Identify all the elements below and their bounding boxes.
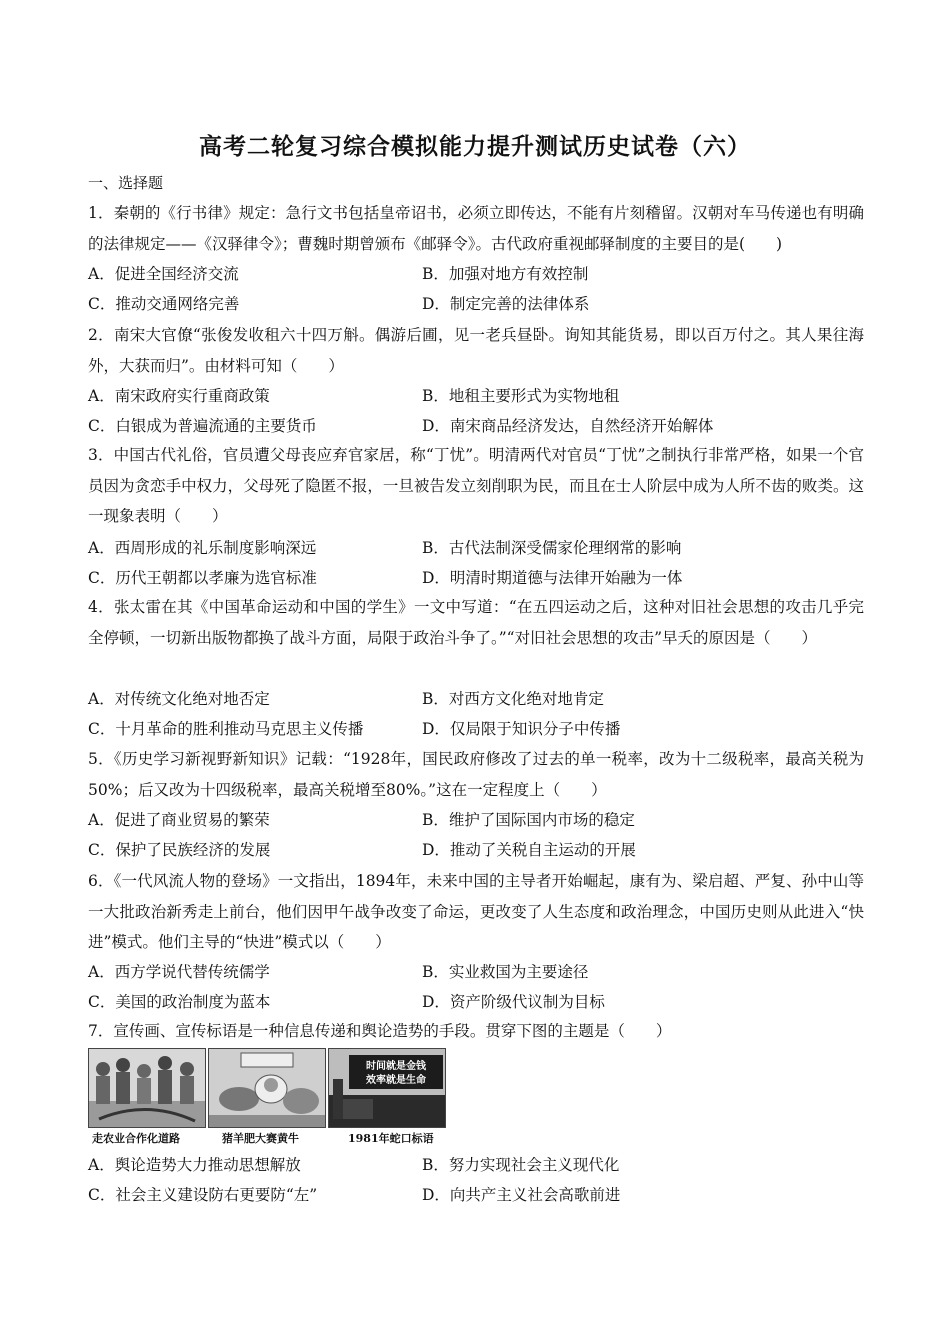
- slogan-billboard-image: [328, 1048, 446, 1128]
- poster-figure: [88, 1048, 448, 1144]
- option-c[interactable]: C．美国的政治制度为蓝本: [88, 993, 271, 1011]
- option-a[interactable]: A．舆论造势大力推动思想解放: [88, 1156, 301, 1174]
- svg-text:效率就是生命: 效率就是生命: [366, 1075, 426, 1086]
- option-c[interactable]: C．保护了民族经济的发展: [88, 841, 271, 859]
- option-a[interactable]: A．西方学说代替传统儒学: [88, 963, 270, 981]
- option-b[interactable]: B．古代法制深受儒家伦理纲常的影响: [422, 539, 682, 557]
- option-b[interactable]: B．实业救国为主要途径: [422, 963, 589, 981]
- option-a[interactable]: A．促进全国经济交流: [88, 265, 239, 283]
- option-a[interactable]: A．促进了商业贸易的繁荣: [88, 811, 270, 829]
- option-c[interactable]: C．白银成为普遍流通的主要货币: [88, 417, 317, 435]
- option-c[interactable]: C．推动交通网络完善: [88, 295, 240, 313]
- option-a[interactable]: A．南宋政府实行重商政策: [88, 387, 270, 405]
- section-heading: 一、选择题: [88, 174, 164, 192]
- question-stem: 2．南宋大官僚“张俊发收租六十四万斛。偶游后圃，见一老兵昼卧。询知其能货易，即以百万付之。其人果往海外，大获而归”。由材料可知（ ）: [88, 326, 864, 375]
- option-d[interactable]: D．南宋商品经济发达，自然经济开始解体: [422, 417, 714, 435]
- farmers-poster-image: [88, 1048, 206, 1128]
- option-d[interactable]: D．向共产主义社会高歌前进: [422, 1186, 621, 1204]
- question-stem: 3．中国古代礼俗，官员遭父母丧应弃官家居，称“丁忧”。明清两代对官员“丁忧”之制执行非常严格，如果一个官员因为贪恋手中权力，父母死了隐匿不报，一旦被告发立刻削职为民，而且在士人阶层中成为人所不齿的败类。这一现象表明（ ）: [88, 446, 864, 525]
- option-d[interactable]: D．资产阶级代议制为目标: [422, 993, 605, 1011]
- picture-caption: 1981年蛇口标语: [348, 1132, 434, 1145]
- picture-caption: 猪羊肥大赛黄牛: [222, 1132, 299, 1145]
- option-b[interactable]: B．维护了国际国内市场的稳定: [422, 811, 635, 829]
- option-b[interactable]: B．地租主要形式为实物地租: [422, 387, 620, 405]
- question-stem: 4．张太雷在其《中国革命运动和中国的学生》一文中写道：“在五四运动之后，这种对旧社会思想的攻击几乎完全停顿，一切新出版物都换了战斗方面，局限于政治斗争了。”“对旧社会思想的攻击”早夭的原因是（ ）: [88, 598, 864, 647]
- page-title: 高考二轮复习综合模拟能力提升测试历史试卷（六）: [199, 133, 751, 160]
- question-stem: 7．宣传画、宣传标语是一种信息传递和舆论造势的手段。贯穿下图的主题是（ ）: [88, 1022, 672, 1040]
- option-d[interactable]: D．明清时期道德与法律开始融为一体: [422, 569, 683, 587]
- option-c[interactable]: C．历代王朝都以孝廉为选官标准: [88, 569, 317, 587]
- option-c[interactable]: C．十月革命的胜利推动马克思主义传播: [88, 720, 364, 738]
- livestock-poster-image: [208, 1048, 326, 1128]
- option-d[interactable]: D．推动了关税自主运动的开展: [422, 841, 636, 859]
- option-d[interactable]: D．仅局限于知识分子中传播: [422, 720, 621, 738]
- svg-text:时间就是金钱: 时间就是金钱: [366, 1061, 426, 1072]
- option-b[interactable]: B．努力实现社会主义现代化: [422, 1156, 620, 1174]
- option-b[interactable]: B．对西方文化绝对地肯定: [422, 690, 604, 708]
- option-c[interactable]: C．社会主义建设防右更要防“左”: [88, 1186, 318, 1204]
- option-d[interactable]: D．制定完善的法律体系: [422, 295, 590, 313]
- question-stem: 6．《一代风流人物的登场》一文指出，1894年，未来中国的主导者开始崛起，康有为、梁启超、严复、孙中山等一大批政治新秀走上前台，他们因甲午战争改变了命运，更改变了人生态度和政治理念，中国历史则从此进入“快进”模式。他们主导的“快进”模式以（ ）: [88, 872, 864, 951]
- option-a[interactable]: A．西周形成的礼乐制度影响深远: [88, 539, 317, 557]
- question-stem: 5．《历史学习新视野新知识》记载：“1928年，国民政府修改了过去的单一税率，改为十二级税率，最高关税为50%；后又改为十四级税率，最高关税增至80%。”这在一定程度上（ ）: [88, 750, 864, 799]
- option-b[interactable]: B．加强对地方有效控制: [422, 265, 589, 283]
- question-stem: 1．秦朝的《行书律》规定：急行文书包括皇帝诏书，必须立即传达，不能有片刻稽留。汉朝对车马传递也有明确的法律规定——《汉驿律令》；曹魏时期曾颁布《邮驿令》。古代政府重视邮驿制度的主要目的是( ): [88, 204, 864, 253]
- option-a[interactable]: A．对传统文化绝对地否定: [88, 690, 270, 708]
- picture-caption: 走农业合作化道路: [92, 1132, 180, 1145]
